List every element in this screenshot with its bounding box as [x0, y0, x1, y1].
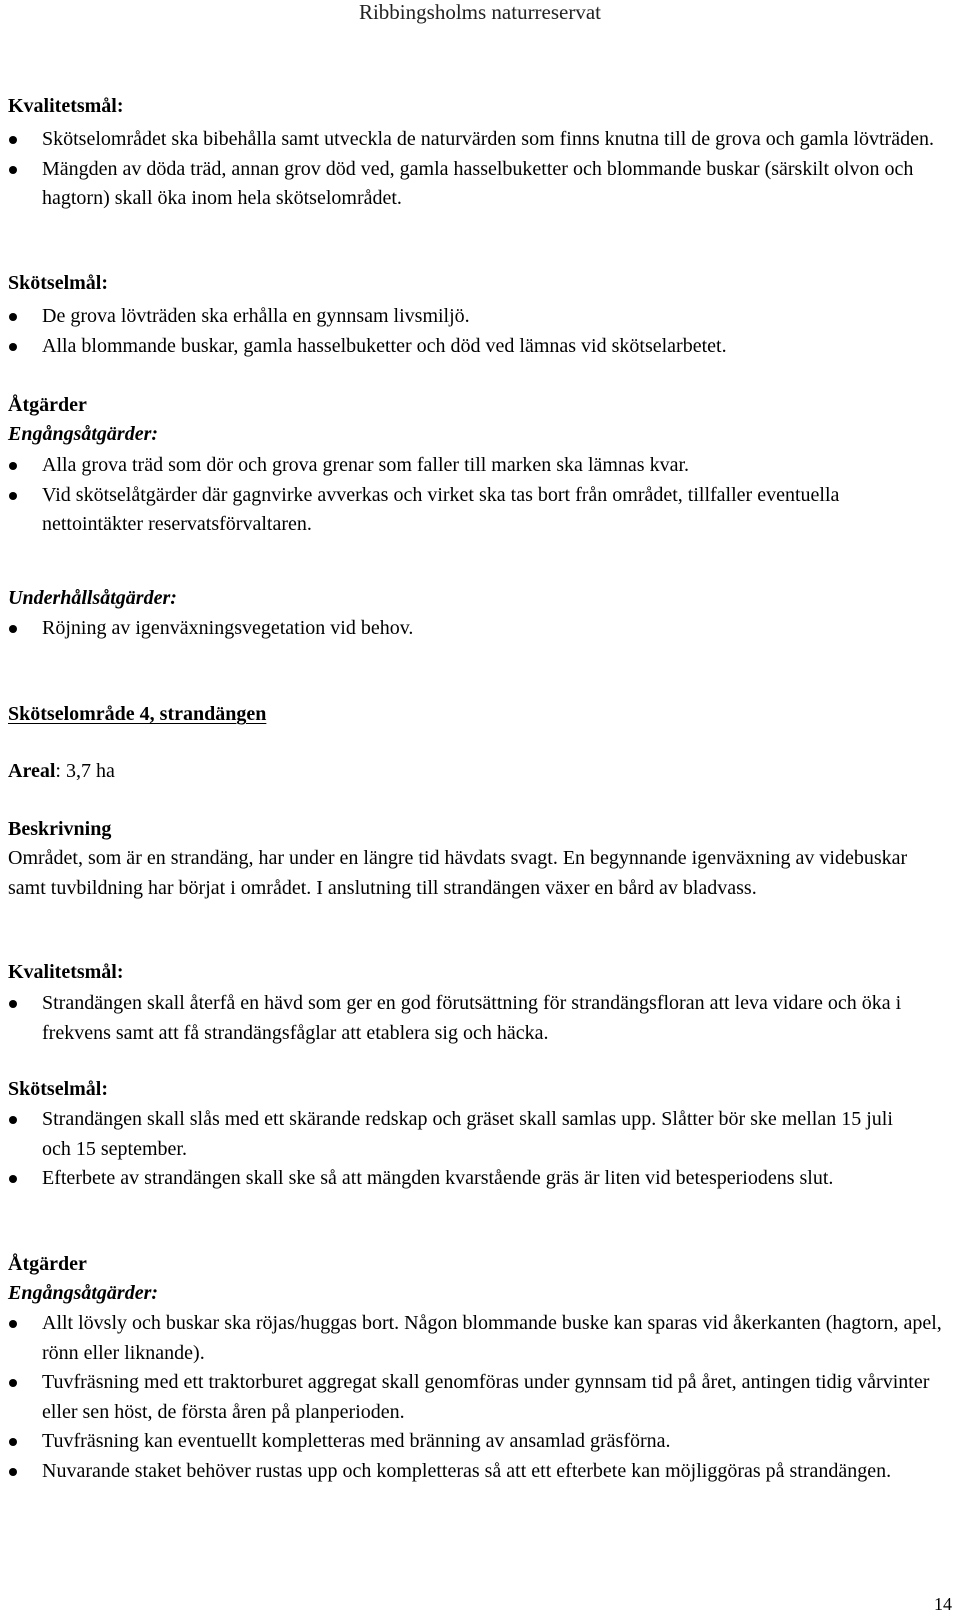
areal-line	[8, 757, 958, 787]
list-item: Mängden av döda träd, annan grov död ved, gamla hasselbuketter och blommande buskar (särskilt olvon och hagtorn) skall öka inom hela skötselområdet.	[8, 155, 943, 214]
kvalitetsmal-list-2	[8, 989, 958, 1048]
list-item: De grova lövträden ska erhålla en gynnsam livsmiljö.	[8, 302, 958, 332]
list-item: Allt lövsly och buskar ska röjas/huggas bort. Någon blommande buske kan sparas vid åkerkanten (hagtorn, apel, rönn eller liknande).	[8, 1309, 943, 1368]
beskrivning-text: Området, som är en strandäng, har under en längre tid hävdats svagt. En begynnande igenväxning av videbuskar samt tuvbildning har börjat i området. I anslutning till strandängen växer en bård av bladvass.	[8, 847, 908, 899]
list-item: Alla grova träd som dör och grova grenar som faller till marken ska lämnas kvar.	[8, 451, 943, 481]
list-item: Vid skötselåtgärder där gagnvirke avverkas och virket ska tas bort från området, tillfaller eventuella nettointäkter reservatsförvaltaren.	[8, 481, 943, 540]
list-item: Strandängen skall slås med ett skärande redskap och gräset skall samlas upp. Slåtter bör ske mellan 15 juli och 15 september.	[8, 1105, 923, 1164]
areal-value: : 3,7 ha	[55, 760, 115, 782]
list-item: Tuvfräsning kan eventuellt kompletteras med bränning av ansamlad gräsförna.	[8, 1427, 943, 1457]
list-item: Tuvfräsning med ett traktorburet aggregat skall genomföras under gynnsam tid på året, antingen tidig vårvinter eller sen höst, de första åren på planperioden.	[8, 1368, 943, 1427]
skotselmal-list-2	[8, 1105, 923, 1194]
list-item: Efterbete av strandängen skall ske så att mängden kvarstående gräs är liten vid betesperiodens slut.	[8, 1164, 923, 1194]
atgarder-heading-1: Åtgärder	[8, 394, 87, 416]
list-item: Röjning av igenväxningsvegetation vid behov.	[8, 614, 958, 644]
underhallsatgarder-heading: Underhållsåtgärder:	[8, 587, 177, 609]
page-number: 14	[934, 1594, 952, 1614]
skotselmal-heading-1: Skötselmål:	[8, 272, 108, 294]
areal-label: Areal	[8, 760, 56, 782]
section-title: Skötselområde 4, strandängen	[8, 703, 267, 725]
skotselmal-heading-2: Skötselmål:	[8, 1078, 108, 1100]
underhallsatgarder-list	[8, 614, 958, 644]
kvalitetsmal-list-1	[8, 125, 943, 214]
list-item: Alla blommande buskar, gamla hasselbuketter och död ved lämnas vid skötselarbetet.	[8, 332, 958, 362]
engangsatgarder-list-1	[8, 451, 943, 540]
kvalitetsmal-heading-2: Kvalitetsmål:	[8, 961, 124, 983]
list-item: Skötselområdet ska bibehålla samt utveckla de naturvärden som finns knutna till de grova och gamla lövträden.	[8, 125, 943, 155]
engangsatgarder-heading-2: Engångsåtgärder:	[8, 1282, 159, 1304]
beskrivning-heading: Beskrivning	[8, 818, 112, 840]
atgarder-heading-2: Åtgärder	[8, 1253, 87, 1275]
list-item: Nuvarande staket behöver rustas upp och kompletteras så att ett efterbete kan möjliggöras på strandängen.	[8, 1457, 943, 1487]
running-header: Ribbingsholms naturreservat	[358, 0, 602, 24]
kvalitetsmal-heading-1: Kvalitetsmål:	[8, 95, 124, 117]
skotselmal-list-1	[8, 302, 958, 361]
engangsatgarder-heading-1: Engångsåtgärder:	[8, 423, 159, 445]
list-item: Strandängen skall återfå en hävd som ger en god förutsättning för strandängsfloran att leva vidare och öka i frekvens samt att få strandängsfåglar att etablera sig och häcka.	[8, 989, 958, 1048]
engangsatgarder-list-2	[8, 1309, 943, 1486]
